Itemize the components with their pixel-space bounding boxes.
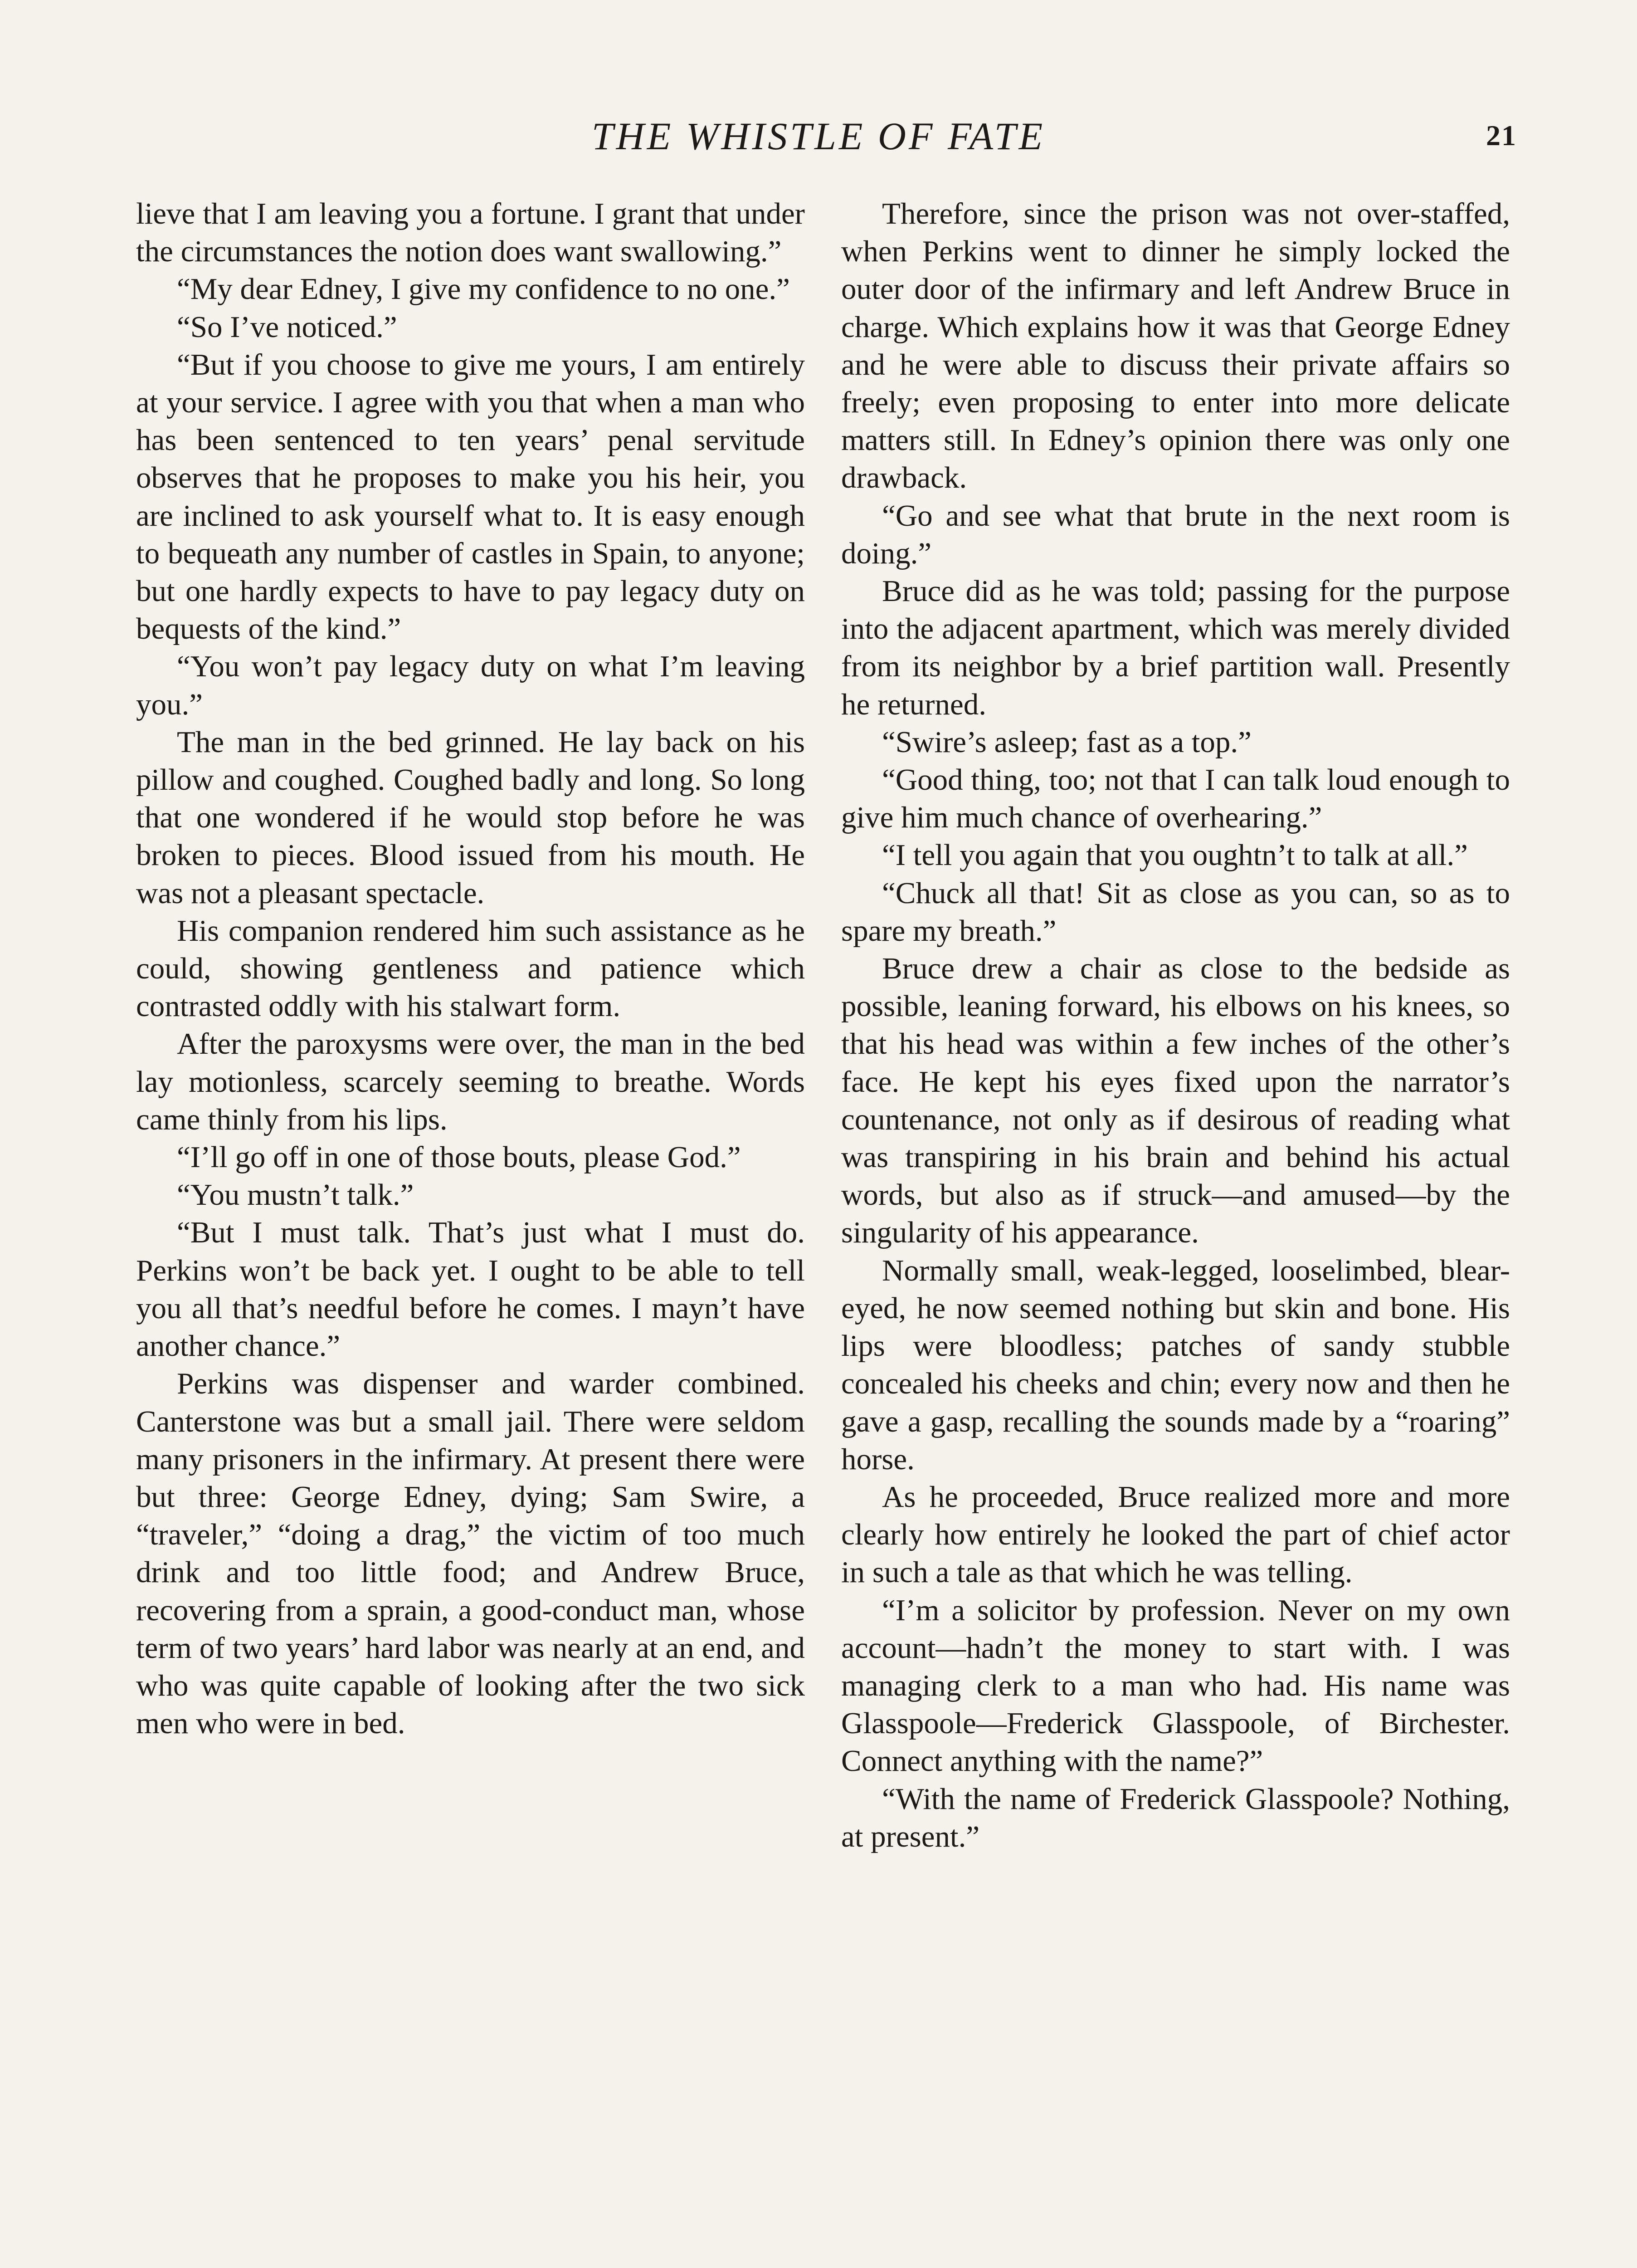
paragraph: “Swire’s asleep; fast as a top.” [882, 725, 1252, 759]
paragraph: “But I must talk. That’s just what I must do. Perkins won’t be back yet. I ought to be able to tell you all that’s needful before he comes. I mayn’t have another chance.” [136, 1216, 805, 1363]
paragraph: Perkins was dispenser and warder combined. Canterstone was but a small jail. There were seldom many prisoners in the infirmary. At present there were but three: George Edney, dying; Sam Swire, a “traveler,” “doing a drag,” the victim of too much drink and too little food; and Andrew Bruce, recovering from a sprain, a good-conduct man, whose term of two years’ hard labor was nearly at an end, and who was quite capable of looking after the two sick men who were in bed. [136, 1367, 805, 1740]
paragraph: lieve that I am leaving you a fortune. I grant that under the circumstances the notion does want swallowing.” [136, 197, 805, 269]
paragraph: Therefore, since the prison was not over-staffed, when Perkins went to dinner he simply locked the outer door of the infirmary and left Andrew Bruce in charge. Which explains how it was that George Edney and he were able to discuss their private affairs so freely; even proposing to enter into more delicate matters still. In Edney’s opinion there was only one drawback. [841, 197, 1510, 495]
paragraph: “I tell you again that you oughtn’t to talk at all.” [882, 838, 1468, 872]
running-header-title: THE WHISTLE OF FATE [591, 114, 1046, 158]
paragraph: His companion rendered him such assistance as he could, showing gentleness and patience which contrasted oddly with his stalwart form. [136, 914, 805, 1023]
paragraph: “My dear Edney, I give my confidence to no one.” [177, 272, 790, 306]
paragraph: After the paroxysms were over, the man in the bed lay motionless, scarcely seeming to breathe. Words came thinly from his lips. [136, 1027, 805, 1136]
paragraph: The man in the bed grinned. He lay back on his pillow and coughed. Coughed badly and long. So long that one wondered if he would stop before he was broken to pieces. Blood issued from his mouth. He was not a pleasant spectacle. [136, 725, 805, 910]
paragraph: “You won’t pay legacy duty on what I’m leaving you.” [136, 650, 805, 721]
paragraph: “I’m a solicitor by profession. Never on my own account—hadn’t the money to start with. I was managing clerk to a man who had. His name was Glasspoole—Frederick Glasspoole, of Birchester. Connect anything with the name?” [841, 1593, 1510, 1778]
paragraph: Bruce drew a chair as close to the bedside as possible, leaning forward, his elbows on his knees, so that his head was within a few inches of the other’s face. He kept his eyes fixed upon the narrator’s countenance, not only as if desirous of reading what was transpiring in his brain and behind his actual words, but also as if struck—and amused—by the singularity of his appearance. [841, 952, 1510, 1250]
left-column [136, 195, 805, 1742]
paragraph: As he proceeded, Bruce realized more and more clearly how entirely he looked the part of chief actor in such a tale as that which he was telling. [841, 1480, 1510, 1589]
paragraph: Bruce did as he was told; passing for the purpose into the adjacent apartment, which was merely divided from its neighbor by a brief partition wall. Presently he returned. [841, 574, 1510, 721]
paragraph: “Chuck all that! Sit as close as you can, so as to spare my breath.” [841, 876, 1510, 948]
paragraph: “I’ll go off in one of those bouts, please God.” [177, 1140, 741, 1174]
paragraph: “Go and see what that brute in the next room is doing.” [841, 499, 1510, 570]
paragraph: “With the name of Frederick Glasspoole? Nothing, at present.” [841, 1782, 1510, 1853]
page-number: 21 [1486, 119, 1517, 152]
paragraph: “You mustn’t talk.” [177, 1178, 414, 1212]
paragraph: “Good thing, too; not that I can talk loud enough to give him much chance of overhearing.” [841, 763, 1510, 835]
paragraph: Normally small, weak-legged, looselimbed, blear-eyed, he now seemed nothing but skin and bone. His lips were bloodless; patches of sandy stubble concealed his cheeks and chin; every now and then he gave a gasp, recalling the sounds made by a “roaring” horse. [841, 1253, 1510, 1476]
right-column [841, 195, 1510, 1856]
paragraph: “But if you choose to give me yours, I am entirely at your service. I agree with you that when a man who has been sentenced to ten years’ penal servitude observes that he proposes to make you his heir, you are inclined to ask yourself what to. It is easy enough to bequeath any number of castles in Spain, to anyone; but one hardly expects to have to pay legacy duty on bequests of the kind.” [136, 347, 805, 646]
paragraph: “So I’ve noticed.” [177, 310, 397, 344]
